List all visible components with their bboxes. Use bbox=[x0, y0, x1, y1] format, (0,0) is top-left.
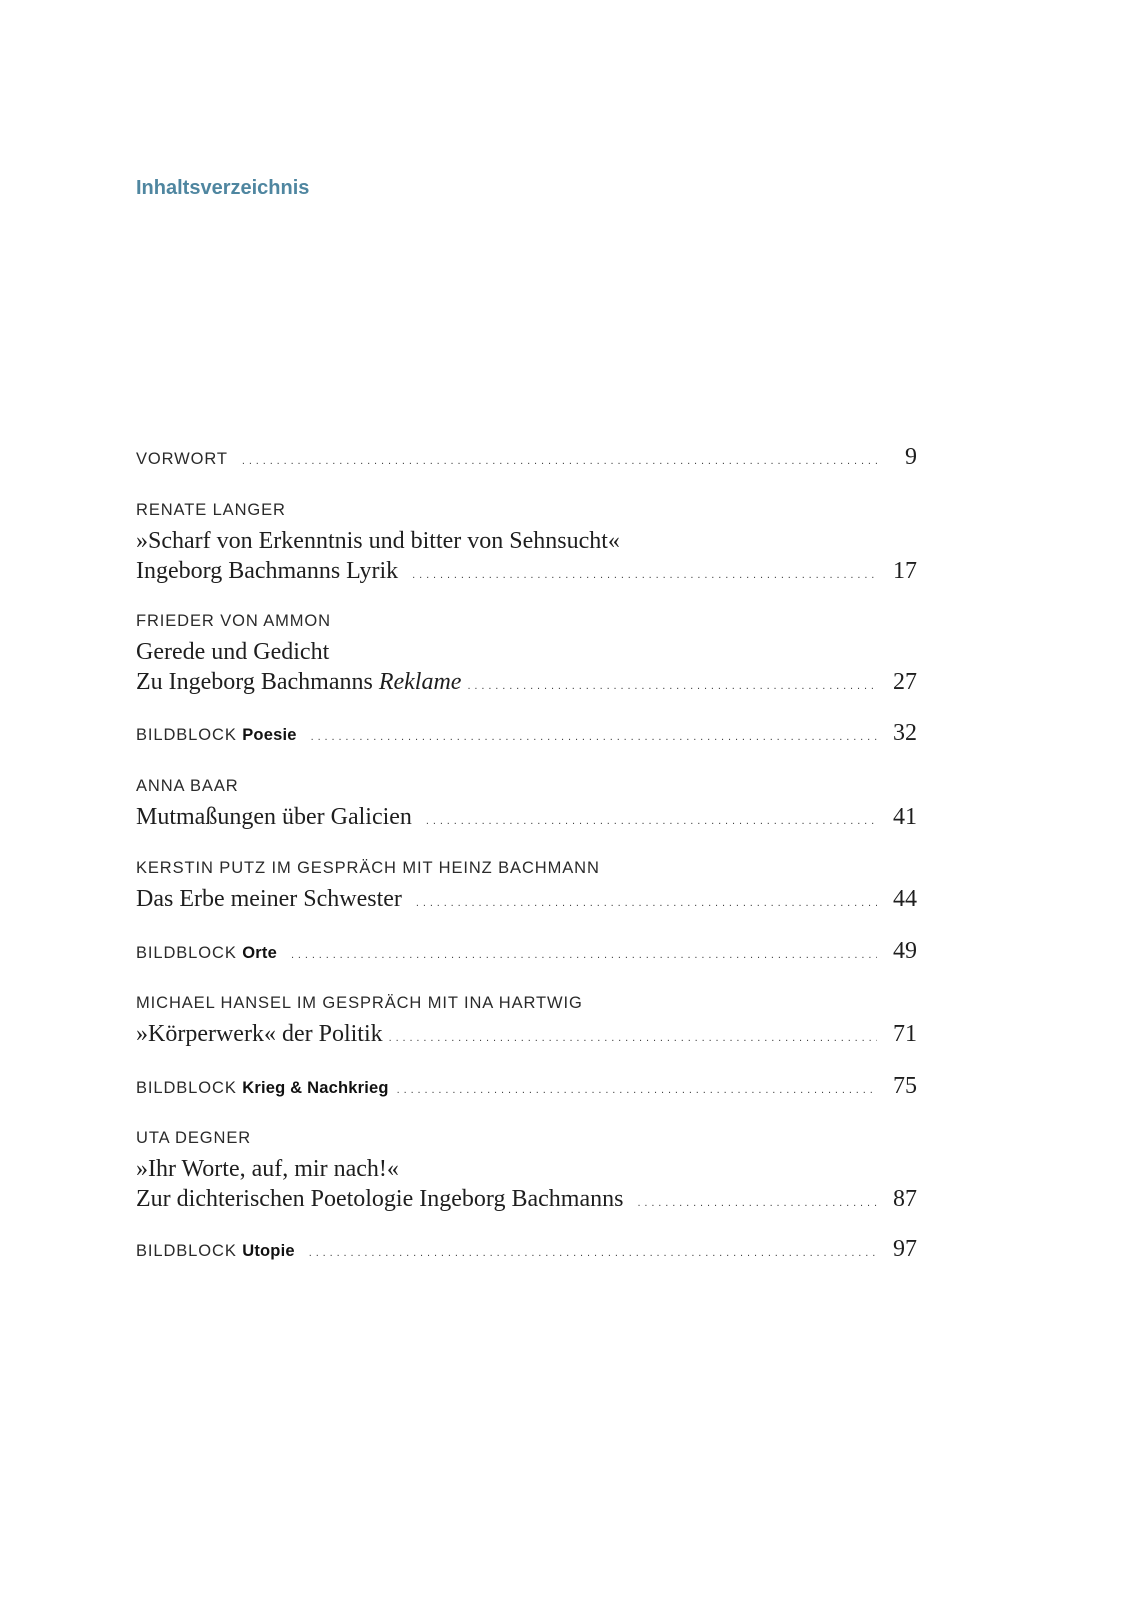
author-label: KERSTIN PUTZ IM GESPRÄCH MIT HEINZ BACHMANN bbox=[136, 859, 600, 877]
page-number: 32 bbox=[893, 720, 917, 746]
page-number: 17 bbox=[893, 558, 917, 584]
section-label: BILDBLOCK Orte bbox=[136, 944, 277, 962]
toc-entry-degner[interactable] bbox=[136, 1128, 917, 1214]
dot-leader bbox=[426, 815, 877, 827]
toc-entry-bildblock-poesie[interactable] bbox=[136, 718, 917, 748]
page-number: 49 bbox=[893, 938, 917, 964]
dot-leader bbox=[389, 1032, 877, 1044]
dot-leader bbox=[467, 680, 877, 692]
dot-leader bbox=[637, 1197, 877, 1209]
page-number: 71 bbox=[893, 1021, 917, 1047]
section-label-bold: Utopie bbox=[242, 1242, 295, 1260]
page-number: 41 bbox=[893, 804, 917, 830]
entry-title: Das Erbe meiner Schwester bbox=[136, 886, 402, 912]
entry-subtitle: Zur dichterischen Poetologie Ingeborg Bachmanns bbox=[136, 1186, 624, 1212]
author-label: RENATE LANGER bbox=[136, 501, 286, 519]
entry-title: »Körperwerk« der Politik bbox=[136, 1021, 383, 1047]
toc-entry-vorwort[interactable] bbox=[136, 442, 917, 472]
toc-entry-ammon[interactable] bbox=[136, 611, 917, 697]
page-number: 9 bbox=[905, 444, 917, 470]
page-number: 97 bbox=[893, 1236, 917, 1262]
section-label-bold: Orte bbox=[242, 944, 277, 962]
page-number: 44 bbox=[893, 886, 917, 912]
dot-leader bbox=[412, 569, 877, 581]
author-label: ANNA BAAR bbox=[136, 777, 239, 795]
section-label-bold: Poesie bbox=[242, 726, 297, 744]
dot-leader bbox=[309, 1247, 877, 1259]
dot-leader bbox=[291, 949, 877, 961]
entry-subtitle: Ingeborg Bachmanns Lyrik bbox=[136, 558, 399, 584]
entry-subtitle: Zu Ingeborg Bachmanns Reklame bbox=[136, 669, 462, 695]
toc-entry-langer[interactable] bbox=[136, 500, 917, 586]
author-label: FRIEDER VON AMMON bbox=[136, 612, 331, 630]
section-label: BILDBLOCK Utopie bbox=[136, 1242, 295, 1260]
toc-entry-bildblock-utopie[interactable] bbox=[136, 1234, 917, 1264]
toc-entry-bildblock-orte[interactable] bbox=[136, 936, 917, 966]
toc-entry-hansel[interactable] bbox=[136, 993, 917, 1049]
entry-subtitle-italic: Reklame bbox=[378, 669, 462, 695]
toc-entry-baar[interactable] bbox=[136, 776, 917, 832]
section-label: BILDBLOCK Krieg & Nachkrieg bbox=[136, 1079, 389, 1097]
author-label: MICHAEL HANSEL IM GESPRÄCH MIT INA HARTWIG bbox=[136, 994, 583, 1012]
dot-leader bbox=[311, 731, 877, 743]
dot-leader bbox=[416, 897, 877, 909]
dot-leader bbox=[397, 1084, 877, 1096]
page-title: Inhaltsverzeichnis bbox=[136, 177, 310, 199]
page-number: 27 bbox=[893, 669, 917, 695]
dot-leader bbox=[242, 455, 877, 467]
page-number: 75 bbox=[893, 1073, 917, 1099]
entry-title: »Ihr Worte, auf, mir nach!« bbox=[136, 1156, 399, 1182]
toc-entry-bildblock-krieg[interactable] bbox=[136, 1071, 917, 1101]
author-label: UTA DEGNER bbox=[136, 1129, 252, 1147]
section-label: VORWORT bbox=[136, 450, 228, 468]
entry-title: »Scharf von Erkenntnis und bitter von Sehnsucht« bbox=[136, 528, 620, 554]
page-number: 87 bbox=[893, 1186, 917, 1212]
section-label: BILDBLOCK Poesie bbox=[136, 726, 297, 744]
toc-entry-putz[interactable] bbox=[136, 858, 917, 914]
entry-title: Mutmaßungen über Galicien bbox=[136, 804, 412, 830]
section-label-bold: Krieg & Nachkrieg bbox=[242, 1079, 389, 1097]
entry-title: Gerede und Gedicht bbox=[136, 639, 330, 665]
